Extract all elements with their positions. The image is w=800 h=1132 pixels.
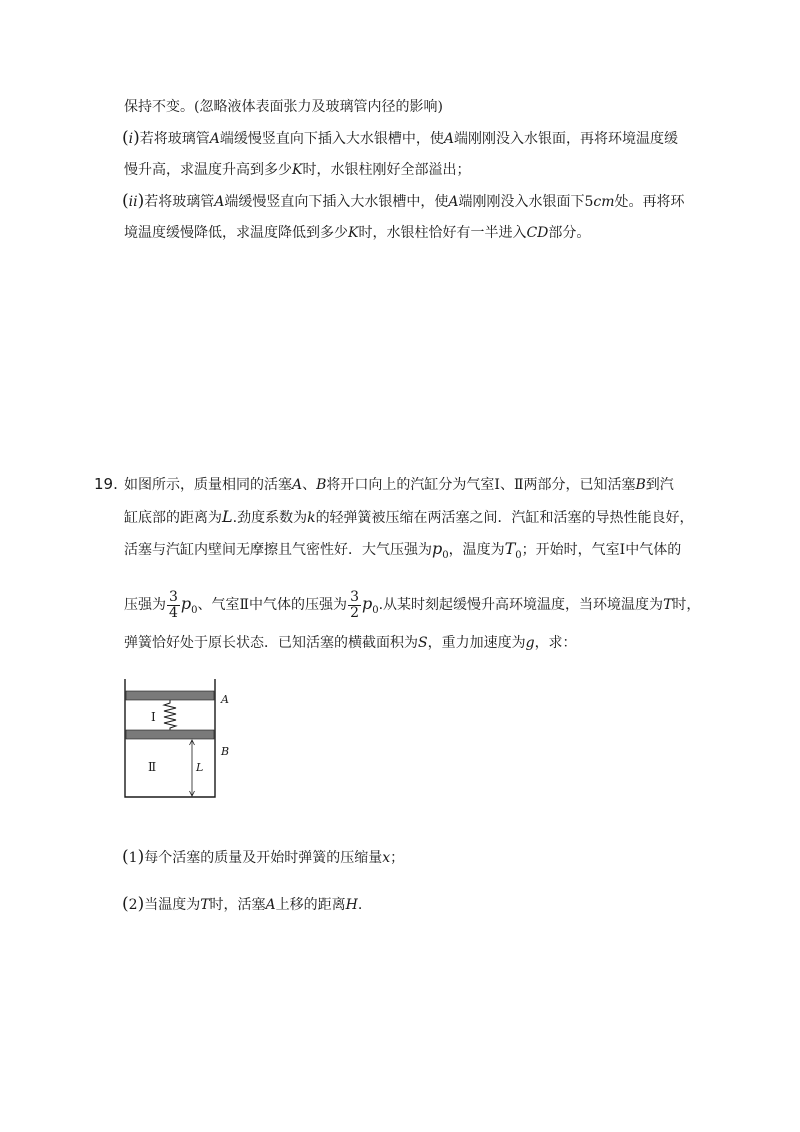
paren-close: ) bbox=[137, 894, 145, 914]
text-span: 当温度为 bbox=[144, 897, 201, 913]
q19-part-1 bbox=[122, 847, 404, 868]
var-K: K bbox=[348, 225, 359, 241]
var-x: x bbox=[382, 850, 391, 866]
var-k: k bbox=[307, 510, 316, 526]
text-span: 部分。 bbox=[548, 225, 591, 241]
var-K: K bbox=[292, 162, 303, 178]
text-span: 每个活塞的质量及开始时弹簧的压缩量 bbox=[144, 850, 383, 866]
subscript-0: 0 bbox=[515, 549, 522, 561]
paren-open: ( bbox=[122, 128, 129, 148]
spring bbox=[164, 700, 176, 730]
paren-close: ) bbox=[137, 191, 145, 211]
text-span: ，求： bbox=[534, 635, 577, 651]
fraction-numerator: 3 bbox=[350, 588, 359, 605]
piston-b bbox=[126, 730, 214, 739]
q19-line-2 bbox=[124, 507, 694, 528]
part-number: 2 bbox=[128, 897, 138, 913]
var-A: A bbox=[265, 897, 276, 913]
subscript-0: 0 bbox=[442, 549, 449, 561]
text-span: 弹簧恰好处于原长状态．已知活塞的横截面积为 bbox=[124, 635, 418, 651]
text-span: .劲度系数为 bbox=[232, 510, 308, 526]
q19-line-3 bbox=[124, 539, 681, 566]
text-span: 到汽 bbox=[645, 477, 674, 493]
var-A: A bbox=[448, 194, 459, 210]
var-g: g bbox=[525, 635, 535, 651]
label-b: B bbox=[221, 745, 230, 758]
text-span: 如图所示，质量相同的活塞 bbox=[124, 477, 292, 493]
text-span: 的轻弹簧被压缩在两活塞之间．汽缸和活塞的导热性能良好， bbox=[315, 510, 694, 526]
text-span: 端缓慢竖直向下插入大水银槽中，使 bbox=[224, 194, 449, 210]
sub-question-ii-line-1 bbox=[122, 191, 685, 212]
text-span: 若将玻璃管 bbox=[139, 131, 210, 147]
var-T: T bbox=[504, 539, 516, 558]
label-l: L bbox=[196, 761, 204, 774]
sub-question-i-line-2 bbox=[124, 160, 470, 180]
fraction-3-2 bbox=[348, 590, 361, 621]
piston-a bbox=[126, 691, 214, 700]
var-H: H bbox=[345, 897, 358, 913]
var-p: p bbox=[361, 594, 373, 613]
part-number: 1 bbox=[128, 850, 138, 866]
paren-close: ) bbox=[137, 847, 145, 867]
var-A: A bbox=[214, 194, 225, 210]
sub-question-i-line-1 bbox=[122, 128, 678, 149]
paren-open: ( bbox=[122, 894, 129, 914]
var-B: B bbox=[316, 477, 327, 493]
text-span: 活塞与汽缸内壁间无摩擦且气密性好．大气压强为 bbox=[124, 542, 432, 558]
cylinder-figure bbox=[118, 675, 238, 805]
text-span: 压强为 bbox=[124, 597, 166, 613]
text-span: 端缓慢竖直向下插入大水银槽中，使 bbox=[219, 131, 444, 147]
text-span: 时，活塞 bbox=[209, 897, 266, 913]
q19-line-5 bbox=[124, 633, 577, 653]
fraction-numerator: 3 bbox=[169, 588, 178, 605]
text-span: 、 bbox=[302, 477, 317, 493]
paren-close: ) bbox=[133, 128, 140, 148]
text-span: 端刚刚没入水银面，再将环境温度缓 bbox=[454, 131, 679, 147]
text-span: 慢升高，求温度升高到多少 bbox=[124, 162, 292, 178]
subscript-0: 0 bbox=[191, 604, 198, 616]
sub-question-i-label: i bbox=[128, 131, 134, 147]
var-B: B bbox=[635, 477, 646, 493]
text-span: 时，水银柱刚好全部溢出； bbox=[302, 162, 471, 178]
text-span: ，温度为 bbox=[448, 542, 505, 558]
text-span: 时， bbox=[672, 597, 701, 613]
var-T: T bbox=[663, 597, 673, 613]
subscript-0: 0 bbox=[372, 604, 379, 616]
var-p: p bbox=[432, 539, 443, 558]
fraction-3-4 bbox=[167, 590, 180, 621]
text-span: 时，水银柱恰好有一半进入 bbox=[358, 225, 527, 241]
paren-open: ( bbox=[122, 191, 129, 211]
text-span: 端刚刚没入水银面下 bbox=[458, 194, 585, 210]
text-span: ，重力加速度为 bbox=[427, 635, 526, 651]
paren-open: ( bbox=[122, 847, 129, 867]
text-span: 将开口向上的汽缸分为气室Ⅰ、Ⅱ两部分，已知活塞 bbox=[326, 477, 636, 493]
text-span: ；开始时，气室Ⅰ中气体的 bbox=[521, 542, 682, 558]
var-A: A bbox=[292, 477, 303, 493]
line0-text: 保持不变。(忽略液体表面张力及玻璃管内径的影响) bbox=[124, 99, 443, 115]
sub-question-ii-label: ii bbox=[128, 194, 138, 210]
fraction-denominator: 4 bbox=[169, 604, 178, 621]
text-span: 境温度缓慢降低，求温度降低到多少 bbox=[124, 225, 348, 241]
text-span: 、气室Ⅱ中气体的压强为 bbox=[197, 597, 348, 613]
q19-part-2 bbox=[122, 894, 362, 915]
q19-line-4 bbox=[124, 589, 700, 626]
unit-cm: cm bbox=[593, 194, 615, 210]
q19-line-1 bbox=[124, 475, 674, 495]
var-S: S bbox=[418, 635, 428, 651]
var-CD: CD bbox=[526, 225, 549, 241]
text-span: . bbox=[357, 897, 363, 913]
text-span: ； bbox=[390, 850, 405, 866]
var-T: T bbox=[200, 897, 210, 913]
fraction-denominator: 2 bbox=[350, 604, 359, 621]
text-span: 缸底部的距离为 bbox=[124, 510, 222, 526]
label-a: A bbox=[221, 693, 229, 706]
var-A: A bbox=[443, 131, 455, 147]
label-chamber-ii: Ⅱ bbox=[148, 760, 157, 774]
var-A: A bbox=[209, 131, 220, 147]
text-span: .从某时刻起缓慢升高环境温度，当环境温度为 bbox=[378, 597, 664, 613]
text-span: 处。再将环 bbox=[614, 194, 685, 210]
text-span: 上移的距离 bbox=[275, 897, 346, 913]
number-5: 5 bbox=[584, 194, 594, 210]
sub-question-ii-line-2 bbox=[124, 223, 590, 243]
question-number: 19. bbox=[94, 475, 118, 493]
text-span: 若将玻璃管 bbox=[144, 194, 215, 210]
var-L: L bbox=[222, 507, 233, 526]
text-line-0 bbox=[124, 97, 443, 117]
label-chamber-i: Ⅰ bbox=[151, 710, 156, 724]
var-p: p bbox=[180, 594, 192, 613]
